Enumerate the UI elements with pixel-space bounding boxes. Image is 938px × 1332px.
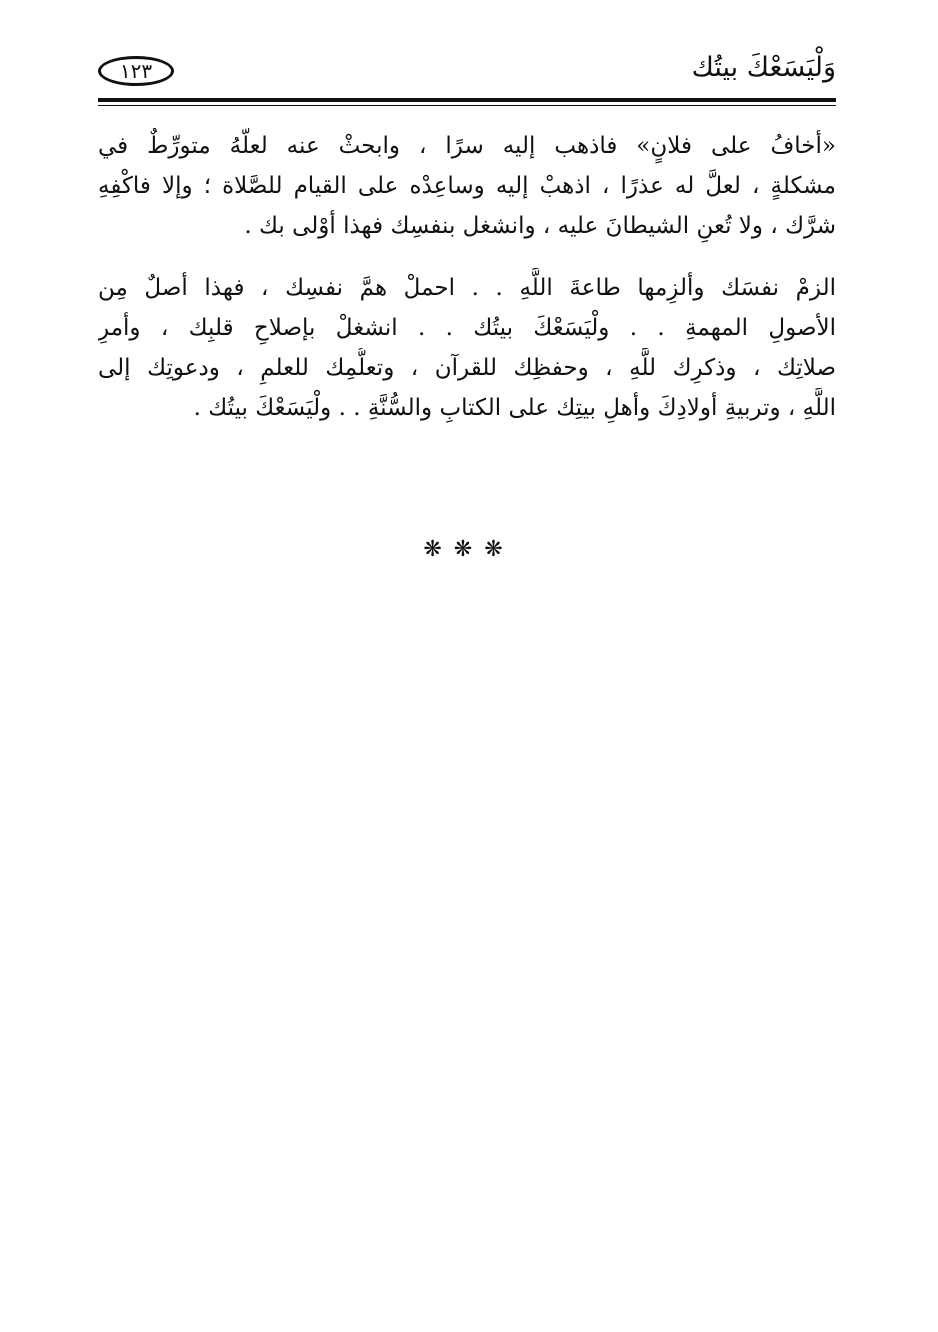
header-rule-thin	[98, 105, 836, 106]
section-end-ornament: ❋❋❋	[423, 537, 515, 562]
body-text	[98, 126, 836, 428]
text-line: شرَّك ، ولا تُعنِ الشيطانَ عليه ، وانشغل بنفسِك فهذا أوْلى بك .	[244, 213, 836, 239]
paragraph-1	[98, 126, 836, 246]
page-header	[98, 44, 836, 100]
text-line: الزمْ نفسَك وألزِمها طاعةَ اللَّهِ . . احملْ همَّ نفسِك ، فهذا أصلٌ مِن	[98, 275, 836, 301]
paragraph-2	[98, 268, 836, 428]
text-line: صلاتِك ، وذكرِك للَّهِ ، وحفظِك للقرآن ، وتعلُّمِك للعلمِ ، ودعوتِك إلى	[98, 355, 836, 381]
page-number: ١٢٣	[98, 56, 174, 86]
running-title: وَلْيَسَعْكَ بيتُك	[691, 52, 836, 83]
text-line: اللَّهِ ، وتربيةِ أولادِكَ وأهلِ بيتِك على الكتابِ والسُّنَّةِ . . ولْيَسَعْكَ بيتُك .	[193, 395, 836, 421]
text-line: «أخافُ على فلانٍ» فاذهب إليه سرًا ، وابحثْ عنه لعلّهُ متورِّطٌ في	[98, 133, 836, 159]
text-line: مشكلةٍ ، لعلَّ له عذرًا ، اذهبْ إليه وساعِدْه على القيام للصَّلاة ؛ وإلا فاكْفِهِ	[98, 173, 836, 199]
header-rule-thick	[98, 98, 836, 102]
text-line: الأصولِ المهمةِ . . ولْيَسَعْكَ بيتُك . . انشغلْ بإصلاحِ قلبِك ، وأمرِ	[98, 315, 836, 341]
paragraph-gap	[98, 246, 836, 268]
